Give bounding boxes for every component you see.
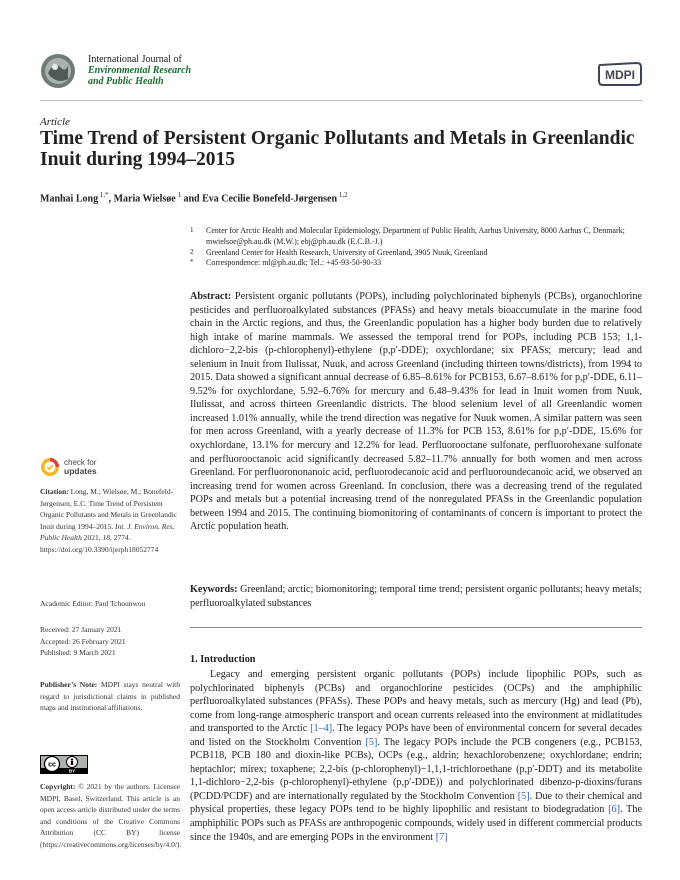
- keywords-label: Keywords:: [190, 584, 238, 595]
- journal-name-line3: and Public Health: [88, 76, 164, 87]
- affiliation-item: [190, 258, 642, 269]
- author-affil-mark: 1,*: [98, 191, 109, 199]
- intro-text: . The legacy POPs include the PCB congeners (e.g., PCB153, PCB118, PCB 180 and dioxin-like PCBs), OCPs (e.g., aldrin; hexachlorobenzene; oxychlordane; endrin; heptachlor; mirex; toxaphene; 2,2-bis (p-chlorophenyl)−1,1,1-trichloroethane (p,p′-DDT) and its metabolite 1,1-dichloro−2,2-bis (p-chlorophenyl)-ethylene (p,p′-DDE)) and polychlorinated dibenzo-p-dioxins/furans (PCDD/PCDF) and are internationally regulated by the Stockholm Convention: [190, 736, 643, 802]
- author-affil-mark: 1: [175, 191, 181, 199]
- affiliation-text: Greenland Center for Health Research, University of Greenland, 3905 Nuuk, Greenland: [206, 247, 488, 257]
- reference-link[interactable]: [5]: [517, 790, 530, 802]
- section-heading: 1. Introduction: [190, 654, 256, 665]
- affiliation-mark: 2: [190, 247, 194, 256]
- journal-logo: [40, 53, 76, 89]
- author-name[interactable]: Manhai Long: [40, 193, 99, 205]
- mdpi-logo-text: MDPI: [605, 68, 635, 82]
- svg-text:cc: cc: [48, 761, 56, 769]
- journal-name: [88, 54, 191, 87]
- citation-doi[interactable]: , 2774. https://doi.org/10.3390/ijerph18052774: [40, 533, 159, 554]
- citation-text: Long, M.; Wielsøe, M.; Bonefeld-Jørgensen, E.C. Time Trend of Persistent Organic Pollutants and Metals in Greenlandic Inuit during 1994–2015.: [40, 487, 178, 531]
- academic-editor: Academic Editor: Paul Tchounwou: [40, 599, 146, 608]
- reference-link[interactable]: [1–4]: [310, 723, 333, 735]
- article-title: Time Trend of Persistent Organic Pollutants and Metals in Greenlandic Inuit during 1994–2015: [40, 128, 635, 170]
- mdpi-logo: [597, 61, 643, 87]
- published-date: Published: 9 March 2021: [40, 648, 116, 657]
- publisher-note-label: Publisher’s Note:: [40, 680, 98, 689]
- keywords-text: Greenland; arctic; biomonitoring; temporal time trend; persistent organic pollutants; heavy metals; perfluoroalkylated substances: [190, 584, 642, 609]
- intro-text: . The amphiphilic POPs such as PFASs are anthropogenic compounds, widely used in different commercial products since the 1940s, and are emerging POPs in the environment: [190, 804, 642, 843]
- abstract-label: Abstract:: [190, 291, 232, 302]
- check-for-updates-line1: check for: [64, 458, 97, 467]
- keywords: [190, 583, 642, 610]
- cc-by-label: BY: [68, 768, 76, 774]
- publisher-note-text: MDPI stays neutral with regard to jurisdictional claims in published maps and institutional affiliations.: [40, 680, 180, 712]
- cc-by-icon[interactable]: [40, 755, 88, 774]
- copyright-label: Copyright:: [40, 782, 76, 791]
- header-rule: [40, 100, 642, 101]
- intro-text: Legacy and emerging persistent organic pollutants (POPs) include lipophilic POPs, such as polychlorinated biphenyls (PCBs) and organochlorine pesticides (OCPs) and the amphiphilic perfluoroalkylated substances (PFASs). These POPs and heavy metals, such as mercury (Hg) and lead (Pb), come from long-range atmospheric transport and ocean currents released into the environment at midlatitudes and transported to the Arctic: [190, 669, 642, 735]
- reference-link[interactable]: [5]: [365, 736, 378, 748]
- citation-label: Citation:: [40, 487, 69, 496]
- dates: [40, 624, 180, 659]
- intro-paragraph: [190, 668, 642, 844]
- journal-name-line2: Environmental Research: [88, 65, 192, 76]
- affiliation-item: [190, 248, 642, 259]
- check-for-updates-line2: updates: [64, 466, 97, 476]
- check-for-updates-label: [64, 458, 97, 476]
- citation-year: 2021,: [81, 533, 103, 542]
- affiliation-mark: 1: [190, 226, 194, 234]
- intro-text: . The legacy POPs have been of environmental concern for several decades and listed on the Stockholm Convention: [190, 723, 642, 748]
- abstract-text: Persistent organic pollutants (POPs), including polychlorinated biphenyls (PCBs), organochlorine pesticides and perfluoroalkylated substances (PFASs) and heavy metals bioaccumulate in the marine food chain in the Arctic regions, and thus, the Greenlandic population has a higher body burden due to relatively high intake of marine mammals. We assessed the temporal trend for POPs, including PCB 153; 1,1-dichloro−2,2-bis (p-chlorophenyl)-ethylene (p,p′-DDE); oxychlordane; six PFASs; mercury; lead and selenium in Inuit from Ilulissat, Nuuk, and across Greenland (including thirteen towns/districts), from 1994 to 2015. Data showed a significant annual decrease of 6.85–8.61% for PCB153, 6.67–8.61% for p,p′-DDE, 6.11–9.52% for oxychlordane, 5.92–6.76% for mercury and 6.48–9.43% for lead in Inuit women from Nuuk, Ilulissat, and across thirteen Greenlandic districts. The blood selenium level of all Greenlandic women increased 1.01% annually, while the trend direction was negative for Nuuk women. A similar pattern was seen for men across Greenland, with a yearly decrease of 11.3% for PCB 153, 8.61% for p,p′-DDE, 15.6% for oxychlordane, 13.1% for mercury and 12.2% for lead. Perfluorooctane sulfonate, perfluorohexane sulfonate and perfluorooctanoic acid significantly decreased 5.82–11.7% annually for both women and men across Greenland. For perfluorononanoic acid, perfluorodecanoic acid and perfluoroundecanoic acid, we observed an increasing trend for women across Greenland. In conclusion, there was a decreasing trend of the regulated POPs and metals but a potential increasing trend of the nonregulated PFASs in the Greenlandic population between 1994 and 2015. The continuing biomonitoring of contaminants of concern is important to protect the Arctic population heath.: [190, 291, 642, 533]
- copyright-notice: [40, 781, 180, 850]
- intro-text: . Due to their chemical and physical properties, these legacy POPs tend to be highly lipophilic and resistant to biodegradation: [190, 790, 642, 816]
- received-date: Received: 27 January 2021: [40, 625, 122, 634]
- citation-volume: 18: [102, 533, 110, 542]
- author-separator: ,: [108, 193, 114, 205]
- publisher-note: [40, 679, 180, 714]
- reference-link[interactable]: [6]: [608, 804, 621, 816]
- author-affil-mark: 1,2: [337, 191, 348, 199]
- abstract: [190, 290, 642, 534]
- author-separator: and: [180, 193, 203, 205]
- author-list: [40, 191, 348, 204]
- author-name[interactable]: Maria Wielsøe: [113, 193, 176, 205]
- journal-name-line1: International Journal of: [88, 54, 182, 65]
- affiliations: [190, 226, 642, 269]
- citation: [40, 486, 180, 555]
- copyright-text: © 2021 by the authors. Licensee MDPI, Basel, Switzerland. This article is an open access article distributed under the terms and conditions of the Creative Commons Attribution (CC BY) license (https://creativecommons.org/licenses/by/4.0/).: [40, 782, 182, 849]
- correspondence-text: Correspondence: ml@ph.au.dk; Tel.: +45-93-50-90-33: [206, 258, 382, 268]
- citation-journal: Int. J. Environ. Res. Public Health: [40, 521, 175, 542]
- article-type: Article: [40, 116, 70, 128]
- affiliation-mark: *: [190, 258, 194, 267]
- affiliation-item: [190, 226, 642, 248]
- check-for-updates-icon: [40, 457, 60, 477]
- accepted-date: Accepted: 26 February 2021: [40, 636, 126, 646]
- author-name[interactable]: Eva Cecilie Bonefeld-Jørgensen: [202, 193, 338, 205]
- check-for-updates-button[interactable]: [40, 455, 120, 481]
- reference-link[interactable]: [7]: [435, 831, 448, 843]
- body-rule: [190, 627, 642, 628]
- affiliation-text: Center for Arctic Health and Molecular Epidemiology, Department of Public Health, Aarhus University, 8000 Aarhus C, Denmark; mwielsoe@ph.au.dk (M.W.); ebj@ph.au.dk (E.C.B.-J.): [206, 226, 625, 246]
